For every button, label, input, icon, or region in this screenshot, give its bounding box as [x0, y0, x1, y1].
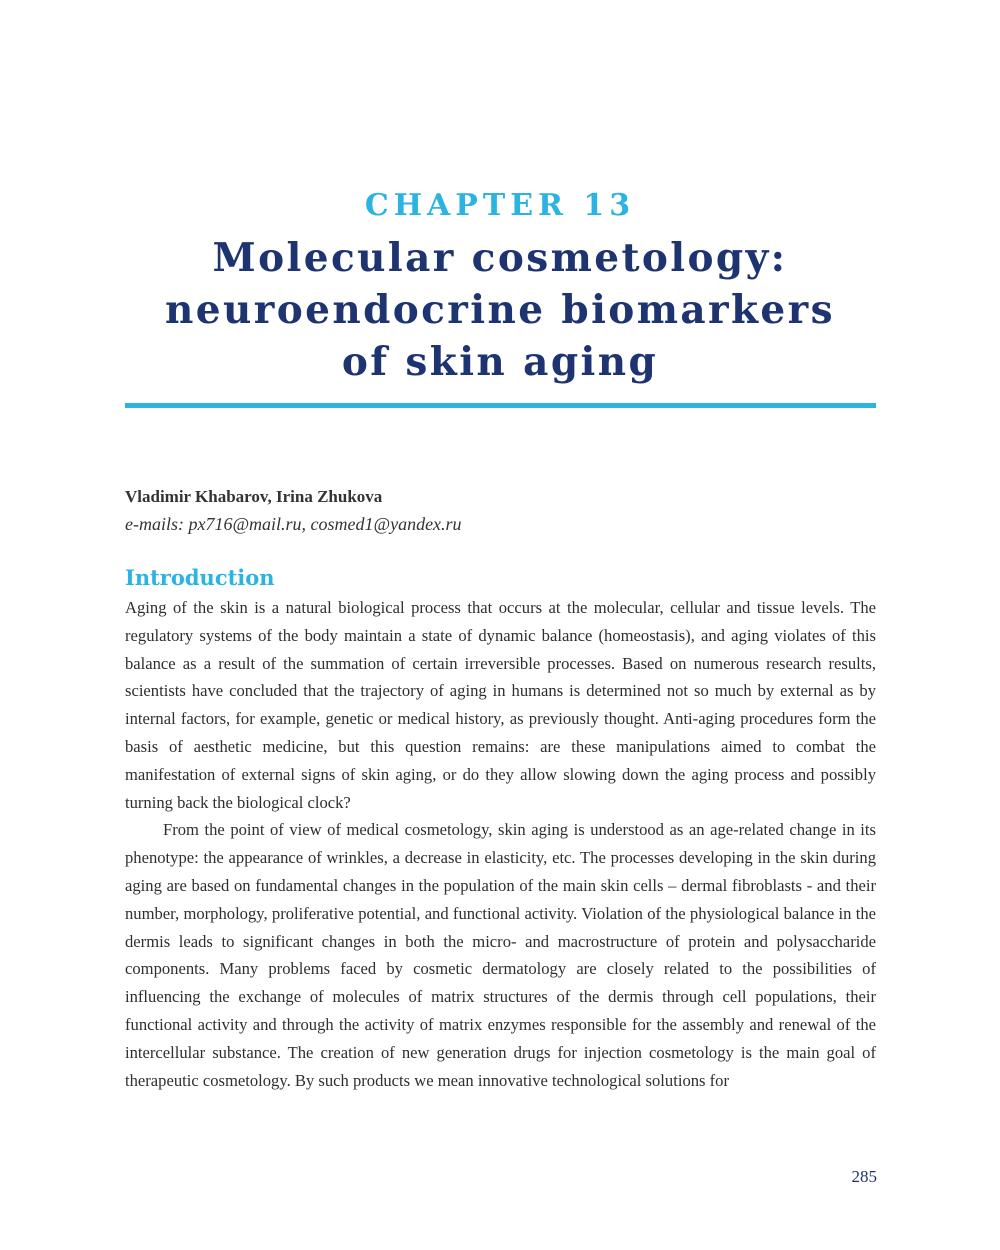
chapter-title: [60, 232, 940, 388]
body-text: [125, 594, 876, 1094]
chapter-label: CHAPTER 13: [364, 188, 636, 223]
chapter-title-line: neuroendocrine biomarkers: [165, 287, 835, 333]
paragraph: Aging of the skin is a natural biological process that occurs at the molecular, cellular and tissue levels. The regulatory systems of the body maintain a state of dynamic balance (homeostasis), and aging violates of this balance as a result of the summation of certain irreversible processes. Based on numerous research results, scientists have concluded that the trajectory of aging in humans is determined not so much by external as by internal factors, for example, genetic or medical history, as previously thought. Anti-aging procedures form the basis of aesthetic medicine, but this question remains: are these manipulations aimed to combat the manifestation of external signs of skin aging, or do they allow slowing down the aging process and possibly turning back the biological clock?: [125, 598, 876, 812]
author-names: Vladimir Khabarov, Irina Zhukova: [125, 487, 383, 506]
paragraph: From the point of view of medical cosmetology, skin aging is understood as an age-related change in its phenotype: the appearance of wrinkles, a decrease in elasticity, etc. The processes developing in the skin during aging are based on fundamental changes in the population of the main skin cells – dermal fibroblasts - and their number, morphology, proliferative potential, and functional activity. Violation of the physiological balance in the dermis leads to significant changes in both the micro- and macrostructure of protein and polysaccharide components. Many problems faced by cosmetic dermatology are closely related to the possibilities of influencing the exchange of molecules of matrix structures of the dermis through cell populations, their functional activity and through the activity of matrix enzymes responsible for the assembly and renewal of the intercellular substance. The creation of new generation drugs for injection cosmetology is the main goal of therapeutic cosmetology. By such products we mean innovative technological solutions for: [125, 820, 876, 1090]
section-heading: Introduction: [125, 565, 275, 590]
page-number: 285: [851, 1167, 877, 1186]
author-emails: e-mails: px716@mail.ru, cosmed1@yandex.ru: [125, 514, 462, 534]
chapter-title-line: Molecular cosmetology:: [212, 235, 788, 281]
chapter-title-line: of skin aging: [341, 339, 659, 385]
title-divider: [125, 403, 876, 408]
